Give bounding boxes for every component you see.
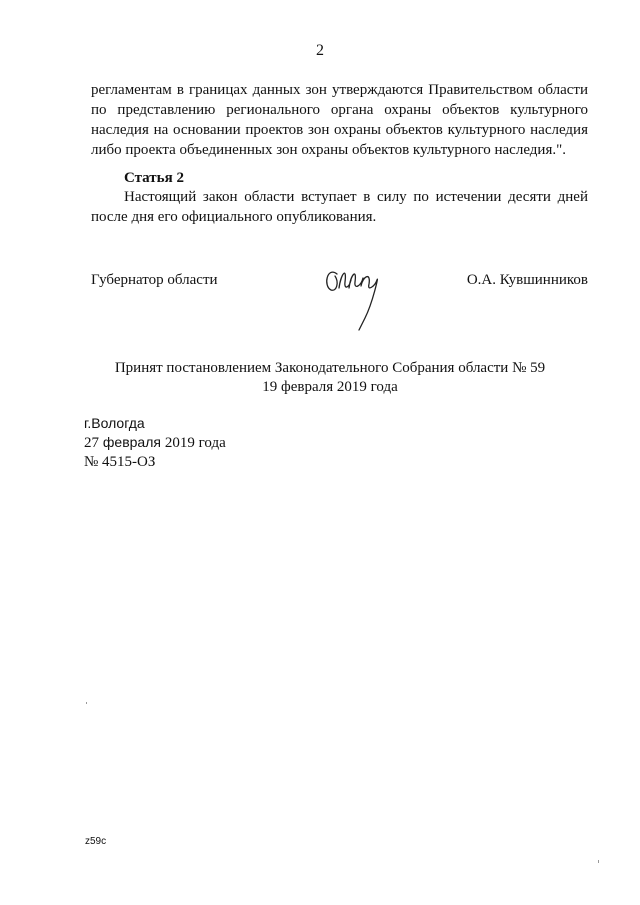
paragraph-text: регламентам в границах данных зон утверждаются Правительством области по представлению регионального органа охраны объектов культурного наследия на основании проектов зон охраны объектов культурного наследия либо проекта объединенных зон охраны объектов культурного наследия.". [91,82,588,158]
adoption-note [0,359,640,397]
scan-speck [598,860,599,863]
scan-speck [86,702,87,704]
article-heading: Статья 2 [124,170,184,186]
date-day: 27 [84,435,99,451]
date-month: февраля [102,434,161,450]
place-date-number [84,414,226,472]
date-year: 2019 года [164,435,226,451]
adoption-line-1: Принят постановлением Законодательного Собрания области № 59 [114,360,546,376]
page-number: 2 [316,42,324,59]
law-paragraph-continued [91,80,588,160]
handwritten-signature [319,252,399,332]
adoption-line-2: 19 февраля 2019 года [262,379,398,395]
footer-code: z59c [85,836,107,847]
signature-block [91,272,588,342]
signatory-role: Губернатор области [91,272,218,288]
signing-date [84,433,226,453]
city: г.Вологда [84,415,145,431]
law-number: № 4515-ОЗ [84,454,156,470]
article-text: Настоящий закон области вступает в силу по истечении десяти дней после дня его официального опубликования. [91,189,588,225]
signatory-name: О.А. Кувшинников [466,272,588,288]
article-body [91,187,588,227]
